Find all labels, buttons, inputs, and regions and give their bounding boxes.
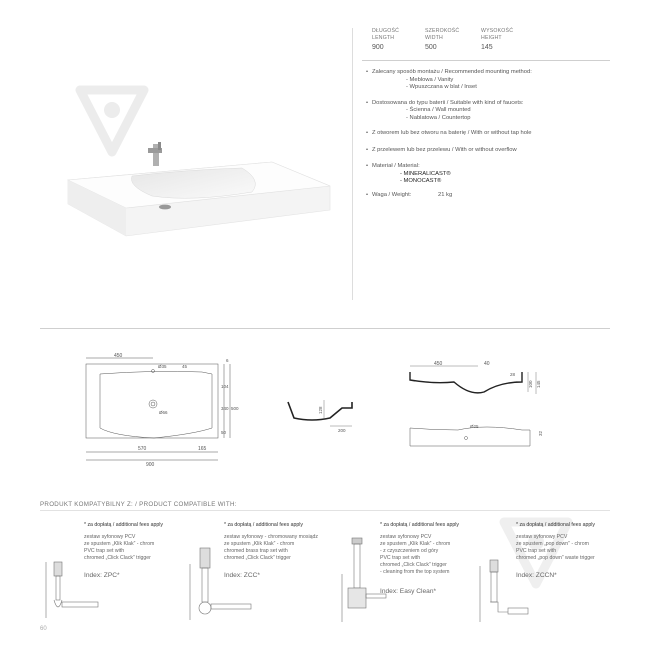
- spec-list: [366, 69, 616, 199]
- compat-index: Index: ZPC*: [84, 572, 120, 579]
- spec-material-label: Materiał / Material:: [372, 163, 420, 169]
- dim-top-104: 104: [221, 384, 229, 389]
- spec-height: [481, 28, 539, 51]
- compat-desc-line: ze spustem „Klik Klak” - chrom: [84, 541, 155, 547]
- spec-weight-value: 21 kg: [438, 191, 453, 198]
- compat-desc-line: zestaw syfonowy PCV: [380, 534, 432, 540]
- dim-front-145: 145: [536, 380, 541, 388]
- dim-top-d35: Ø35: [158, 364, 167, 369]
- dim-section-200: 200: [338, 428, 346, 433]
- spec-width-value: 500: [425, 44, 437, 51]
- spec-material: [366, 163, 616, 186]
- top-view-bowl: [100, 371, 212, 438]
- compat-fee: * za dopłatą / additional fees apply: [380, 522, 460, 528]
- spec-height-pl: WYSOKOŚĆ: [481, 28, 514, 34]
- trap-drawing-icon: [334, 534, 394, 630]
- trap-drawing-icon: [40, 558, 112, 630]
- dim-top-45: 45: [182, 364, 188, 369]
- spec-tap-hole-text: Z otworem lub bez otworu na baterię / With or without tap hole: [372, 130, 532, 136]
- dim-front-28: 28: [510, 372, 516, 377]
- compat-index: Index: ZCC*: [224, 572, 260, 579]
- bullet-icon: •: [366, 163, 369, 169]
- compat-desc-line: zestaw syfonowy PCV: [84, 534, 136, 540]
- spec-mounting-opt: - Wpuszczana w blat / Inset: [406, 84, 477, 90]
- compat-desc-line: - cleaning from the top system: [380, 569, 450, 575]
- section-divider: [40, 328, 610, 329]
- compat-title: PRODUKT KOMPATYBILNY Z: / PRODUCT COMPATIBLE WITH:: [40, 501, 237, 508]
- spec-length-pl: DŁUGOŚĆ: [372, 28, 400, 34]
- dim-bottom-d25: Ø25: [470, 424, 479, 429]
- bullet-icon: •: [366, 69, 369, 75]
- trap-drawing-icon: [474, 556, 536, 630]
- dim-top-900: 900: [146, 462, 155, 468]
- dim-section-128: 128: [318, 406, 323, 414]
- compat-desc-line: - z czyszczeniem od góry: [380, 548, 439, 554]
- top-view-tap-hole: [152, 370, 155, 373]
- spec-mounting-label: Zalecany sposób montażu / Recommended mounting method:: [372, 69, 532, 75]
- spec-faucet-label: Dostosowana do typu baterii / Suitable with kind of faucets:: [372, 99, 524, 106]
- dim-top-d66: Ø66: [159, 410, 168, 415]
- compat-desc-line: ze spustem „Klik Klak” - chrom: [224, 541, 295, 547]
- dim-top-340: 340: [221, 406, 229, 411]
- spec-length-en: LENGTH: [372, 34, 395, 41]
- compat-desc-line: PVC trap set with: [84, 548, 125, 554]
- spec-divider: [362, 60, 610, 61]
- compat-desc-line: chromed brass trap set with: [224, 548, 288, 554]
- compat-item: [40, 520, 182, 630]
- spec-material-opt: - MINERALICAST®: [400, 170, 451, 177]
- spec-weight-label: Waga / Weight:: [372, 191, 412, 198]
- spec-faucet: [366, 100, 616, 123]
- dim-top-6: 6: [226, 358, 229, 363]
- compat-fee: * za dopłatą / additional fees apply: [84, 522, 164, 528]
- compat-desc-line: zestaw syfonowy - chromowany mosiądz: [224, 534, 318, 540]
- spec-height-en: HEIGHT: [481, 34, 502, 41]
- spec-tap-hole: [366, 130, 616, 138]
- sink-product-image: [62, 140, 332, 250]
- compat-item: [334, 520, 490, 630]
- compat-desc-line: chromed „pop down” waste trigger: [516, 555, 595, 561]
- spec-width-pl: SZEROKOŚĆ: [425, 28, 460, 34]
- trap-drawing-icon: [182, 544, 262, 630]
- bullet-icon: •: [366, 191, 369, 198]
- dim-front-40: 40: [484, 361, 490, 367]
- spec-width: [425, 28, 483, 51]
- compat-index: Index: Easy Clean*: [380, 588, 437, 595]
- drawing-top-view: [74, 352, 246, 472]
- bullet-icon: •: [366, 146, 369, 153]
- spec-material-opt: - MONOCAST®: [400, 178, 442, 184]
- spec-mounting: [366, 69, 616, 92]
- compat-desc-line: chromed „Click Clack” trigger: [380, 562, 447, 568]
- spec-length: [372, 28, 430, 51]
- bullet-icon: •: [366, 130, 369, 136]
- compat-fee: * za dopłatą / additional fees apply: [516, 522, 596, 528]
- drawing-section: [282, 392, 358, 436]
- dim-front-450: 450: [434, 361, 443, 367]
- spec-dimensions: [372, 28, 572, 58]
- compat-desc-line: ze spustem „pop down” - chrom: [516, 541, 589, 547]
- compat-divider: [40, 510, 610, 511]
- compat-desc-line: chromed „Click Clack” trigger: [224, 555, 291, 561]
- spec-height-value: 145: [481, 44, 493, 51]
- compat-fee: * za dopłatą / additional fees apply: [224, 522, 304, 528]
- dim-top-450: 450: [114, 353, 123, 359]
- spec-width-en: WIDTH: [425, 34, 443, 41]
- drawing-front-view: [404, 360, 556, 404]
- spec-faucet-opt: - Nablatowa / Countertop: [406, 114, 471, 121]
- dim-bottom-32: 32: [538, 430, 543, 436]
- compat-desc-line: ze spustem „Klik Klak” - chrom: [380, 541, 451, 547]
- drawing-bottom-view: [404, 416, 556, 456]
- compat-desc-line: chromed „Click Clack” trigger: [84, 555, 151, 561]
- compat-item: [474, 520, 624, 630]
- spec-length-value: 900: [372, 44, 384, 51]
- spec-faucet-opt: - Ścienna / Wall mounted: [406, 107, 471, 113]
- dim-front-100: 100: [528, 380, 533, 388]
- spec-mounting-opt: - Meblowa / Vanity: [406, 76, 454, 83]
- compat-item: [182, 520, 332, 630]
- top-view-drain: [149, 400, 157, 408]
- dim-top-50: 50: [221, 430, 227, 435]
- top-view-drain-inner: [151, 402, 155, 406]
- top-view-outline: [86, 364, 218, 438]
- vertical-divider: [352, 28, 353, 300]
- compat-desc-line: zestaw syfonowy PCV: [516, 534, 568, 540]
- dim-top-570: 570: [138, 446, 147, 452]
- compat-desc-line: PVC trap set with: [516, 548, 557, 554]
- dim-top-500: 500: [231, 406, 239, 411]
- page-number: 60: [40, 626, 47, 632]
- dim-top-165: 165: [198, 446, 207, 452]
- spec-overflow-text: Z przelewem lub bez przelewu / With or without overflow: [372, 146, 517, 153]
- compat-desc-line: PVC trap set with: [380, 555, 421, 561]
- compat-index: Index: ZCCN*: [516, 572, 557, 579]
- spec-weight: [366, 192, 616, 200]
- spec-overflow: [366, 147, 616, 155]
- bullet-icon: •: [366, 99, 369, 106]
